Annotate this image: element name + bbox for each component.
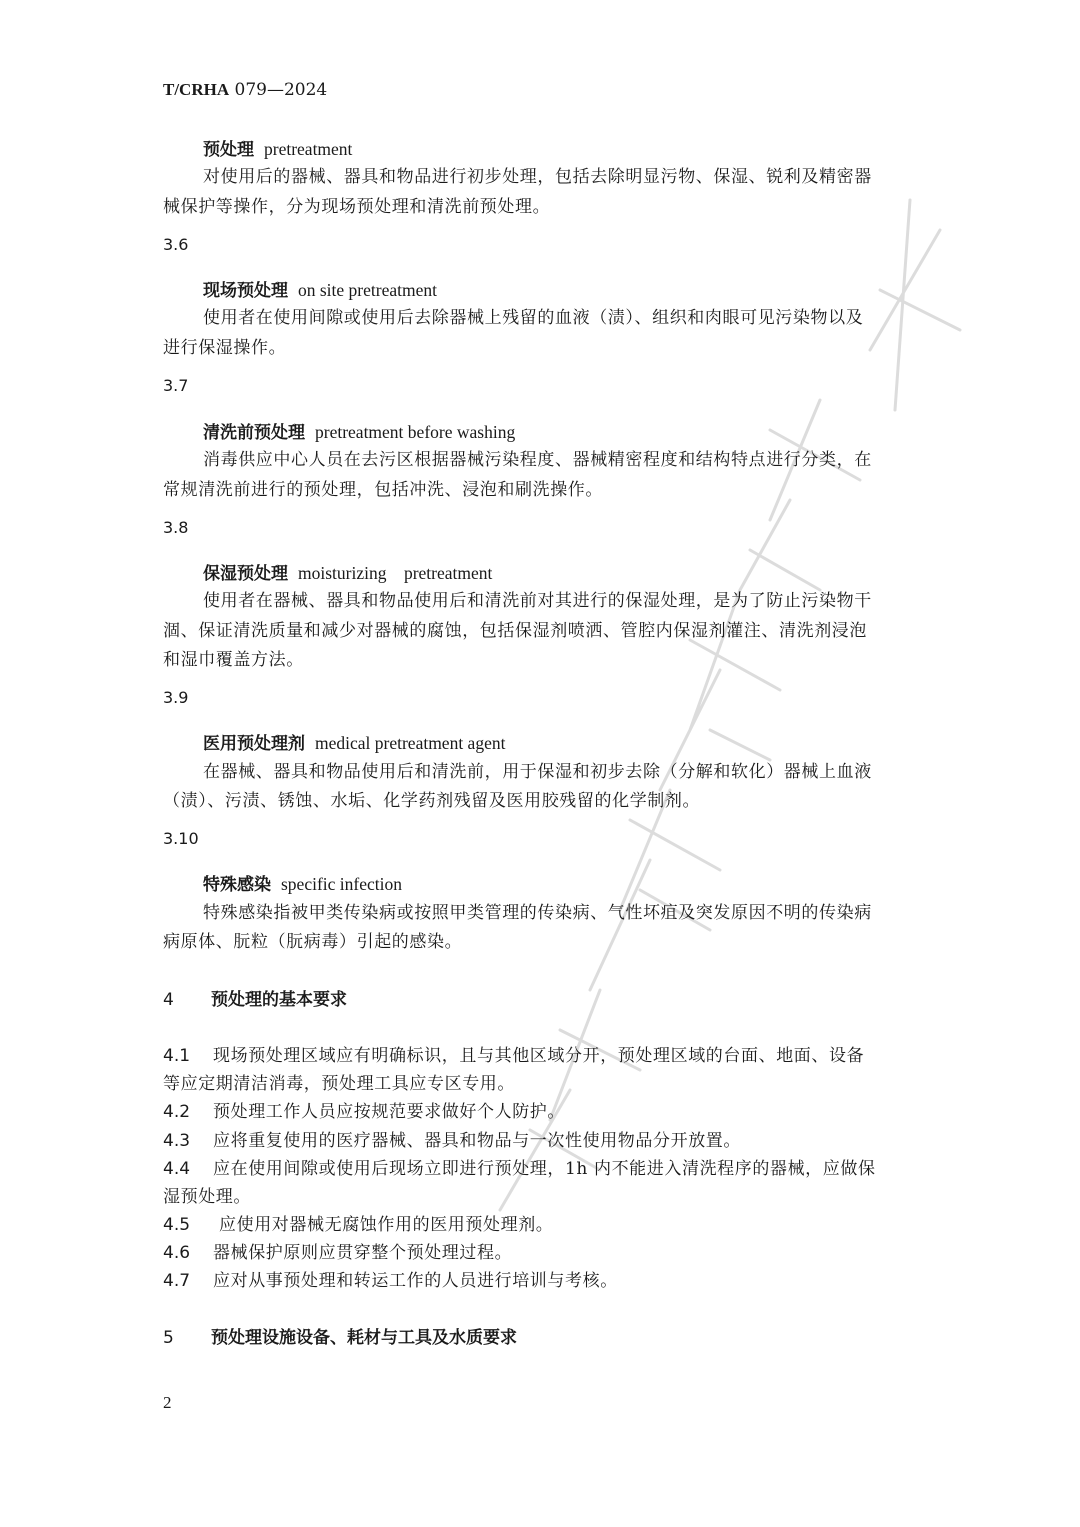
term-heading: 保湿预处理 moisturizing pretreatment	[203, 563, 493, 584]
definition-line: 对使用后的器械、器具和物品进行初步处理，包括去除明显污物、保湿、锐利及精密器	[203, 167, 872, 187]
term-heading: 医用预处理剂 medical pretreatment agent	[203, 733, 506, 754]
definition-line: （渍）、污渍、锈蚀、水垢、化学药剂残留及医用胶残留的化学制剂。	[163, 791, 701, 811]
definition-line: 特殊感染指被甲类传染病或按照甲类管理的传染病、气性坏疽及突发原因不明的传染病	[203, 903, 872, 923]
section-heading: 4 预处理的基本要求	[163, 990, 347, 1010]
definition-line: 病原体、朊粒（朊病毒）引起的感染。	[163, 932, 463, 952]
requirement-item: 4.3 应将重复使用的医疗器械、器具和物品与一次性使用物品分开放置。	[163, 1131, 741, 1151]
requirement-item: 4.7 应对从事预处理和转运工作的人员进行培训与考核。	[163, 1271, 618, 1291]
definition-line: 械保护等操作，分为现场预处理和清洗前预处理。	[163, 197, 551, 217]
clause-number: 3.6	[163, 235, 189, 254]
clause-number: 3.10	[163, 829, 199, 848]
requirement-item: 4.1 现场预处理区域应有明确标识，且与其他区域分开，预处理区域的台面、地面、设备	[163, 1046, 865, 1066]
requirement-item: 4.5 应使用对器械无腐蚀作用的医用预处理剂。	[163, 1215, 554, 1235]
requirement-item: 4.6 器械保护原则应贯穿整个预处理过程。	[163, 1243, 513, 1263]
definition-line: 常规清洗前进行的预处理，包括冲洗、浸泡和刷洗操作。	[163, 480, 603, 500]
requirement-line: 湿预处理。	[163, 1187, 251, 1207]
definition-line: 使用者在器械、器具和物品使用后和清洗前对其进行的保湿处理，是为了防止污染物干	[203, 591, 872, 611]
requirement-item: 4.4 应在使用间隙或使用后现场立即进行预处理，1h 内不能进入清洗程序的器械，应做保	[163, 1159, 876, 1179]
term-heading: 清洗前预处理 pretreatment before washing	[203, 422, 516, 443]
definition-line: 在器械、器具和物品使用后和清洗前，用于保湿和初步去除（分解和软化）器械上血液	[203, 762, 872, 782]
page-number: 2	[163, 1393, 172, 1412]
requirement-line: 等应定期清洁消毒，预处理工具应专区专用。	[163, 1074, 515, 1094]
requirement-item: 4.2 预处理工作人员应按规范要求做好个人防护。	[163, 1102, 565, 1122]
standard-code: T/CRHA 079—2024	[163, 80, 328, 100]
term-heading: 特殊感染 specific infection	[203, 874, 402, 895]
term-heading: 现场预处理 on site pretreatment	[203, 280, 437, 301]
clause-number: 3.9	[163, 688, 189, 707]
definition-line: 涸、保证清洗质量和减少对器械的腐蚀，包括保湿剂喷洒、管腔内保湿剂灌注、清洗剂浸泡	[163, 621, 867, 641]
section-heading: 5 预处理设施设备、耗材与工具及水质要求	[163, 1328, 517, 1348]
definition-line: 使用者在使用间隙或使用后去除器械上残留的血液（渍）、组织和肉眼可见污染物以及	[203, 308, 864, 328]
definition-line: 消毒供应中心人员在去污区根据器械污染程度、器械精密程度和结构特点进行分类，在	[203, 450, 872, 470]
clause-number: 3.8	[163, 518, 189, 537]
clause-number: 3.7	[163, 376, 189, 395]
definition-line: 进行保湿操作。	[163, 338, 287, 358]
definition-line: 和湿巾覆盖方法。	[163, 650, 304, 670]
term-heading: 预处理 pretreatment	[203, 139, 353, 160]
